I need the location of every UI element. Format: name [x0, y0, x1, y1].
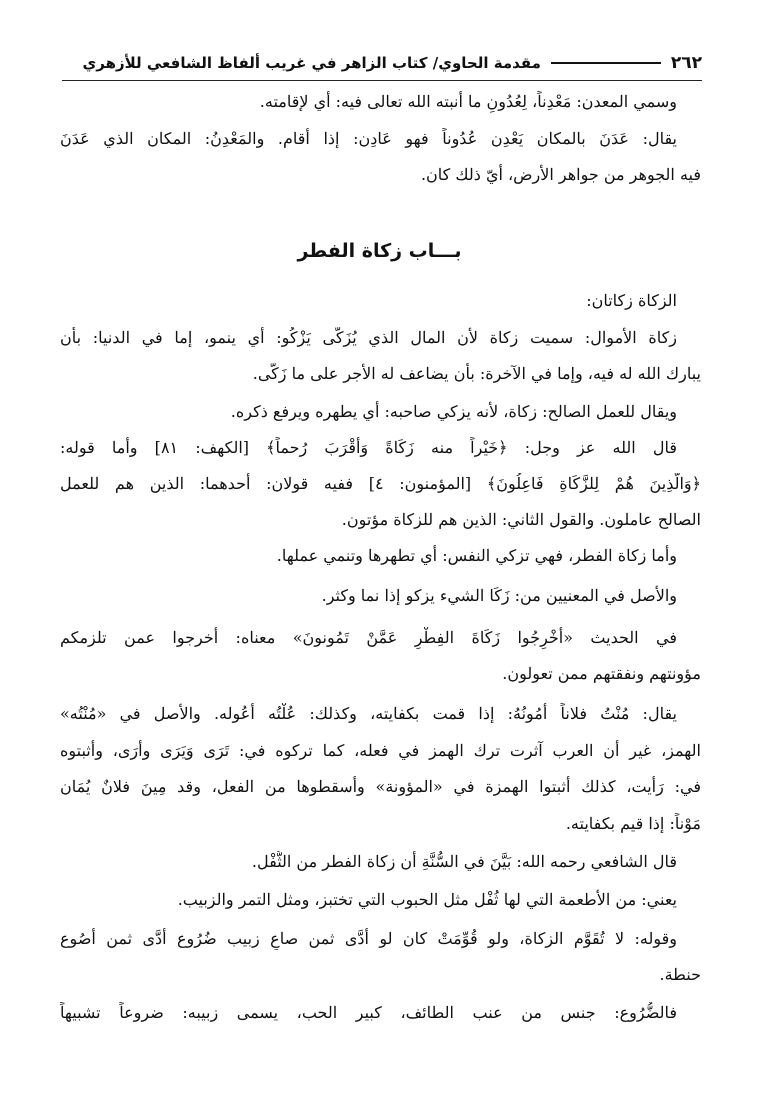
text-line: وقوله: لا تُقَوَّم الزكاة، ولو قُوِّمَتْ كان لو أَدَّى ثمن صاعِ زبيب ضُرُوع أَدَّى ثمن أَصُوع	[60, 929, 677, 948]
text-line: ﴿وَالَّذِينَ هُمْ لِلزَّكَاةِ فَاعِلُونَ﴾ [المؤمنون: ٤] ففيه قولان: أحدهما: الذين هم للعمل	[60, 474, 701, 493]
text-line: فيه الجوهر من جواهر الأرض، أيّ ذلك كان.	[420, 165, 701, 184]
text-line: في الحديث «أَخْرِجُوا زَكَاةَ الفِطْرِ عَمَّنْ تَمُونونَ» معناه: أخرجوا عمن تلزمكم	[60, 628, 677, 647]
text-line: في: رَأَيت، كذلك أثبتوا الهمزة في «المؤونة» وأسقطوها من الفعل، وقد مِينَ فلانٌ يُمَان	[60, 777, 701, 796]
text-line: وأما زكاة الفطر، فهي تزكي النفس: أي تطهرها وتنمي عملها.	[276, 546, 677, 565]
text-line: والأصل في المعنيين من: زَكَا الشيء يزكو إذا نما وكثر.	[321, 586, 677, 605]
page-number: ٢٦٢	[670, 53, 702, 73]
text-line: الزكاة زكاتان:	[586, 291, 677, 310]
text-line: قال الله عز وجل: ﴿خَيْراً منه زَكَاةً وَأَقْرَبَ رُحماً﴾ [الكهف: ٨١] وأما قوله:	[60, 438, 677, 457]
text-line: يعني: من الأطعمة التي لها ثُفْل مثل الحبوب التي تختبز، ومثل التمر والزبيب.	[177, 890, 677, 909]
header-rule	[551, 62, 661, 64]
text-line: يقال: عَدَنَ بالمكان يَعْدِن عُدُوناً فهو عَادِن: إذا أقام. والمَعْدِنُ: المكان الذي عَدَنَ	[60, 129, 677, 148]
page-header	[62, 50, 702, 76]
running-title: مقدمة الحاوي/ كتاب الزاهر في غريب ألفاظ الشافعي للأزهري	[82, 54, 541, 72]
text-line: يبارك الله له فيه، وإما في الآخرة: بأن يضاعف له الأجر على ما زَكَّى.	[252, 364, 701, 383]
text-line: زكاة الأموال: سميت زكاة لأن المال الذي يُزَكَّى يَزْكُو: أي ينمو، إما في الدنيا: بأن	[60, 328, 677, 347]
text-line: الصالح عاملون. والقول الثاني: الذين هم للزكاة مؤتون.	[341, 510, 701, 529]
header-divider	[62, 80, 702, 81]
text-line: قال الشافعي رحمه الله: بَيَّنَ في السُّنَّةِ أن زكاة الفطر من الثُّفْل.	[251, 852, 677, 871]
text-line: مَوْناً: إذا قيم بكفايته.	[565, 814, 701, 833]
text-line: ويقال للعمل الصالح: زكاة، لأنه يزكي صاحبه: أي يطهره ويرفع ذكره.	[230, 402, 677, 421]
section-title: بـــاب زكاة الفطر	[297, 240, 462, 262]
text-line: يقال: مُنْتُ فلاناً أَمُونُهُ: إذا قمت بكفايته، وكذلك: عُلْتُه أعُوله. والأصل في «مُنْتُه»	[60, 704, 677, 723]
text-line: مؤونتهم ونفقتهم ممن تعولون.	[502, 664, 701, 683]
text-line: حنطة.	[659, 965, 701, 984]
text-line: فالضُّرُوع: جنس من عنب الطائف، كبير الحب، يسمى زبيبه: ضروعاً تشبيهاً	[60, 1003, 677, 1022]
text-line: وسمي المعدن: مَعْدِناً، لِعُدُونِ ما أنبته الله تعالى فيه: أي لإقامته.	[259, 92, 677, 111]
text-line: الهمز، غير أن العرب آثرت ترك الهمز في فعله، كما تركوه في: تَرَى وَيَرَى وأَرَى، وأثبتوه	[60, 741, 701, 760]
